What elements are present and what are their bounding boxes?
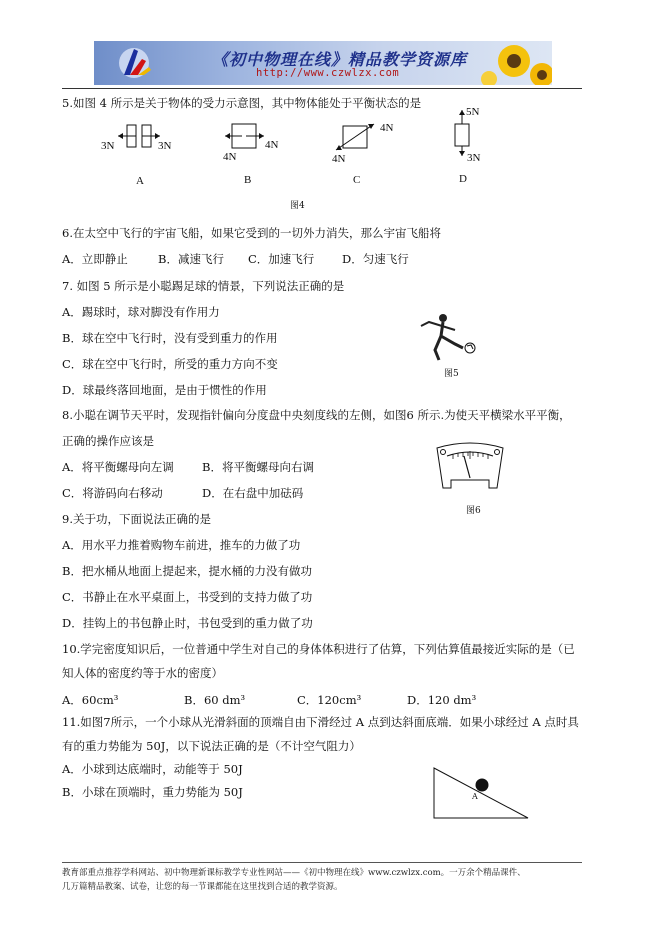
fig-a-force-right: 3N: [158, 140, 172, 152]
question-5-text: 5.如图 4 所示是关于物体的受力示意图，其中物体能处于平衡状态的是: [62, 96, 422, 110]
q10-option-a: A．60cm³: [62, 693, 119, 707]
q9-option-b: B．把水桶从地面上提起来，提水桶的力没有做功: [62, 564, 312, 578]
figure-6-caption: 图6: [466, 506, 481, 516]
question-9-text: 9.关于功，下面说法正确的是: [62, 512, 211, 526]
question-11-text-line2: 有的重力势能为 50J，以下说法正确的是（不计空气阻力）: [62, 739, 361, 753]
q10-option-c: C．120cm³: [297, 693, 362, 707]
q10-option-d: D．120 dm³: [407, 693, 477, 707]
figure-4-force-diagrams: [0, 0, 661, 220]
fig-d-force-bottom: 3N: [467, 152, 481, 164]
figure-5-caption: 图5: [444, 369, 459, 379]
q7-option-a: A．踢球时，球对脚没有作用力: [62, 305, 220, 319]
footer-line-1: 教育部重点推荐学科网站、初中物理新课标教学专业性网站——《初中物理在线》www.czwlzx.com。一万余个精品课件、: [62, 868, 526, 878]
fig-c-force-top: 4N: [380, 122, 394, 134]
fig-b-force-left: 4N: [223, 151, 237, 163]
banner-title: 《初中物理在线》精品教学资源库: [212, 50, 468, 69]
q9-option-d: D．挂钩上的书包静止时，书包受到的重力做了功: [62, 616, 313, 630]
q8-option-c: C．将游码向右移动: [62, 486, 163, 500]
question-8-text-line1: 8.小聪在调节天平时，发现指针偏向分度盘中央刻度线的左侧，如图6 所示.为使天平横梁水平平衡，: [62, 408, 571, 422]
fig-a-letter: A: [136, 175, 144, 187]
balance-scale-dial-icon: [433, 440, 508, 498]
figure-4-caption: 图4: [290, 201, 305, 211]
fig-d-force-top: 5N: [466, 106, 480, 118]
q7-option-b: B．球在空中飞行时，没有受到重力的作用: [62, 331, 278, 345]
figure-7-incline-icon: [430, 764, 532, 820]
q11-option-b: B．小球在顶端时，重力势能为 50J: [62, 785, 243, 799]
question-11-text-line1: 11.如图7所示，一个小球从光滑斜面的顶端自由下滑经过 A 点到达斜面底端．如果小球经过 A 点时具: [62, 715, 579, 729]
q8-option-b: B．将平衡螺母向右调: [202, 460, 314, 474]
q6-option-b: B．减速飞行: [158, 252, 224, 266]
q8-option-a: A．将平衡螺母向左调: [62, 460, 174, 474]
question-6-text: 6.在太空中飞行的宇宙飞船，如果它受到的一切外力消失，那么宇宙飞船将: [62, 226, 441, 240]
question-10-text-line1: 10.学完密度知识后，一位普通中学生对自己的身体体积进行了估算，下列估算值最接近实际的是（已: [62, 642, 575, 656]
q9-option-c: C．书静止在水平桌面上，书受到的支持力做了功: [62, 590, 313, 604]
fig-c-force-bottom: 4N: [332, 153, 346, 165]
q11-option-a: A．小球到达底端时，动能等于 50J: [62, 762, 243, 776]
point-a-label: A: [472, 792, 478, 801]
q6-option-a: A．立即静止: [62, 252, 128, 266]
banner-url[interactable]: http://www.czwlzx.com: [256, 67, 400, 79]
fig-d-letter: D: [459, 173, 467, 185]
fig-b-letter: B: [244, 174, 252, 186]
fig-a-force-left: 3N: [101, 140, 115, 152]
q9-option-a: A．用水平力推着购物车前进，推车的力做了功: [62, 538, 301, 552]
footer-line-2: 几万篇精品教案、试卷，让您的每一节课都能在这里找到合适的教学资源。: [62, 882, 343, 892]
fig-c-letter: C: [353, 174, 361, 186]
q8-option-d: D．在右盘中加砝码: [202, 486, 304, 500]
footer-divider: [62, 862, 582, 863]
q6-option-c: C．加速飞行: [248, 252, 315, 266]
question-10-text-line2: 知人体的密度约等于水的密度）: [62, 666, 223, 680]
q7-option-c: C．球在空中飞行时，所受的重力方向不变: [62, 357, 278, 371]
q6-option-d: D．匀速飞行: [342, 252, 409, 266]
q7-option-d: D．球最终落回地面，是由于惯性的作用: [62, 383, 267, 397]
question-8-text-line2: 正确的操作应该是: [62, 434, 154, 448]
q10-option-b: B．60 dm³: [184, 693, 246, 707]
fig-b-force-right: 4N: [265, 139, 279, 151]
soccer-player-icon: [415, 312, 485, 364]
question-7-text: 7. 如图 5 所示是小聪踢足球的情景，下列说法正确的是: [62, 279, 345, 293]
